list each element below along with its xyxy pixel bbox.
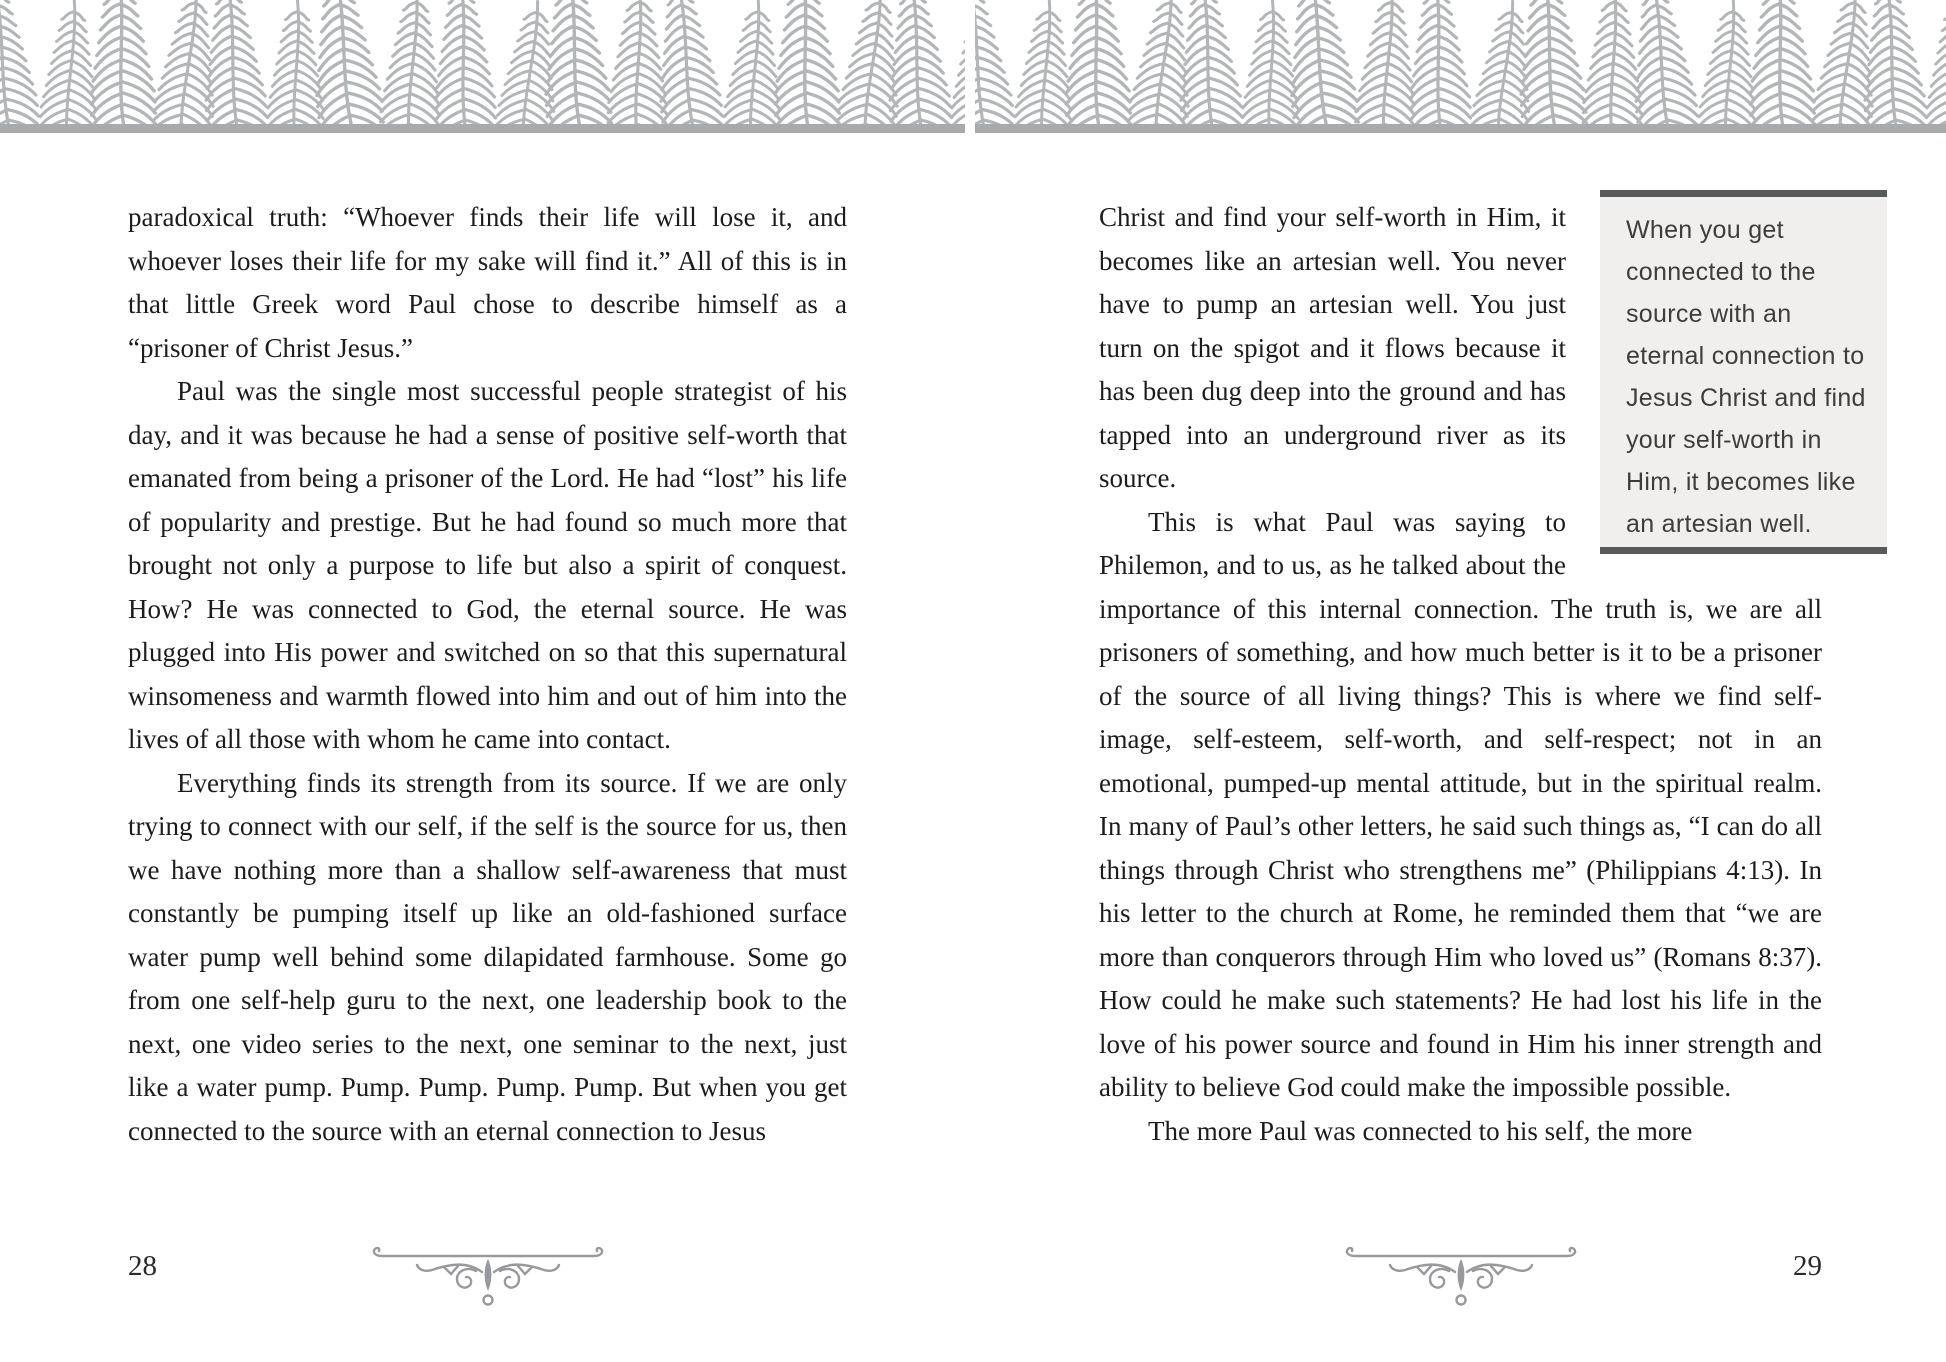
- divider-flourish-icon: [368, 1246, 608, 1310]
- body-paragraph: Paul was the single most successful people strategist of his day, and it was because he had a sense of positive self-worth that emanated from being a prisoner of the Lord. He had “lost” his life of popularity and prestige. But he had found so much more that brought not only a purpose to life but also a spirit of conquest. How? He was connected to God, the eternal source. He was plugged into His power and switched on so that this supernatural winsomeness and warmth flowed into him and out of him into the lives of all those with whom he came into contact.: [128, 376, 847, 754]
- body-paragraph: Everything finds its strength from its source. If we are only trying to connect with our self, if the self is the source for us, then we have nothing more than a shallow self-awareness that must constantly be pumping itself up like an old-fashioned surface water pump well behind some dilapidated farmhouse. Some go from one self-help guru to the next, one leadership book to the next, one video series to the next, one seminar to the next, just like a water pump. Pump. Pump. Pump. Pump. But when you get connected to the source with an eternal connection to Jesus: [128, 767, 847, 1146]
- fern-pattern-header-right: [975, 0, 1946, 133]
- page-number-left: 28: [128, 1250, 157, 1282]
- fern-leaf-icon: [0, 0, 965, 124]
- left-page-text-column: [128, 196, 847, 1153]
- divider-flourish-icon: [1341, 1246, 1581, 1310]
- page-number-right: 29: [1793, 1250, 1822, 1282]
- header-rule: [0, 124, 965, 133]
- header-rule: [975, 124, 1946, 133]
- fern-pattern-header-left: [0, 0, 965, 133]
- right-page-text-column: [1099, 196, 1866, 1153]
- body-paragraph: This is what Paul was saying to Philemon, and to us, as he talked about the importance of this internal connection. The truth is, we are all prisoners of something, and how much better is it to be a prisoner of the source of all living things? This is where we find self-image, self-esteem, self-worth, and self-respect; not in an emotional, pumped-up mental attitude, but in the spiritual realm. In many of Paul’s other letters, he said such things as, “I can do all things through Christ who strengthens me” (Philippians 4:13). In his letter to the church at Rome, he reminded them that “we are more than conquerors through Him who loved us” (Romans 8:37). How could he make such statements? He had lost his life in the love of his power source and found in Him his inner strength and ability to believe God could make the impossible possible.: [1099, 506, 1822, 1102]
- pull-quote-text: When you get connected to the source with an eternal connection to Jesus Christ and find your self-worth in Him, it becomes like an artesian well.: [1626, 216, 1866, 538]
- body-paragraph: paradoxical truth: “Whoever finds their life will lose it, and whoever loses their life for my sake will find it.” All of this is in that little Greek word Paul chose to describe himself as a “prisoner of Christ Jesus.”: [128, 202, 847, 363]
- pull-quote-box: [1600, 190, 1887, 554]
- fern-leaf-icon: [975, 0, 1946, 124]
- body-paragraph: The more Paul was connected to his self, the more: [1148, 1115, 1693, 1146]
- body-paragraph: Christ and find your self-worth in Him, it becomes like an artesian well. You never have to pump an artesian well. You just turn on the spigot and it flows because it has been dug deep into the ground and has tapped into an underground river as its source.: [1099, 202, 1566, 493]
